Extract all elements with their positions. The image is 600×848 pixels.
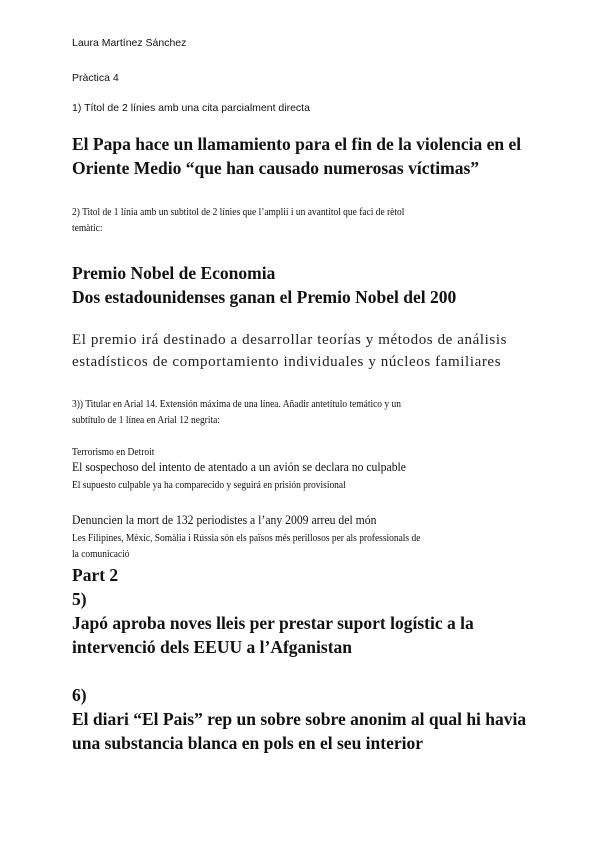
section1-instruction: 1) Títol de 2 línies amb una cita parcialment directa <box>72 102 310 114</box>
section3-headline: El sospechoso del intento de atentado a un avión se declara no culpable <box>72 459 406 474</box>
section4-subtitle-line1: Les Filipines, Mèxic, Somàlia i Rússia són els països més perillosos per als professionals de <box>72 532 421 544</box>
section2-subtitle-line2: estadísticos de comportamiento individuales y núcleos familiares <box>72 354 502 370</box>
question5-headline-line1: Japó aproba noves lleis per prestar suport logístic a la <box>72 613 474 633</box>
section2-instruction-line1: 2) Titol de 1 línia amb un subtitol de 2 línies que l’amplií i un avantitol que faci de rètol <box>72 206 405 218</box>
question6-headline-line2: una substancia blanca en pols en el seu interior <box>72 733 424 753</box>
section1-headline-line1: El Papa hace un llamamiento para el fin de la violencia en el <box>72 134 522 154</box>
question6-headline-line1: El diari “El Pais” rep un sobre sobre anonim al qual hi havia <box>72 709 527 729</box>
section3-pretitle: Terrorismo en Detroit <box>72 446 155 458</box>
section3-subtitle: El supuesto culpable ya ha comparecido y seguirá en prisión provisional <box>72 479 346 491</box>
section2-instruction-line2: temàtic: <box>72 222 103 234</box>
section2-headline: Dos estadounidenses ganan el Premio Nobel del 200 <box>72 287 457 307</box>
question6-number: 6) <box>72 685 87 705</box>
section3-instruction-line1: 3)) Titular en Arial 14. Extensión máxima de una línea. Añadir antetítulo temático y un <box>72 398 401 410</box>
part2-heading: Part 2 <box>72 565 119 585</box>
question5-number: 5) <box>72 589 87 609</box>
section2-pretitle: Premio Nobel de Economia <box>72 263 276 283</box>
author-name: Laura Martínez Sánchez <box>72 37 187 49</box>
practice-title: Pràctica 4 <box>72 72 119 84</box>
section1-headline-line2: Oriente Medio “que han causado numerosas víctimas” <box>72 158 480 178</box>
question5-headline-line2: intervenció dels EEUU a l’Afganistan <box>72 637 352 657</box>
section2-subtitle-line1: El premio irá destinado a desarrollar teorías y métodos de análisis <box>72 332 508 348</box>
section4-headline: Denuncien la mort de 132 periodistes a l’any 2009 arreu del món <box>72 512 377 527</box>
section4-subtitle-line2: la comunicació <box>72 548 130 560</box>
section3-instruction-line2: subtítulo de 1 línea en Arial 12 negrita: <box>72 414 220 426</box>
